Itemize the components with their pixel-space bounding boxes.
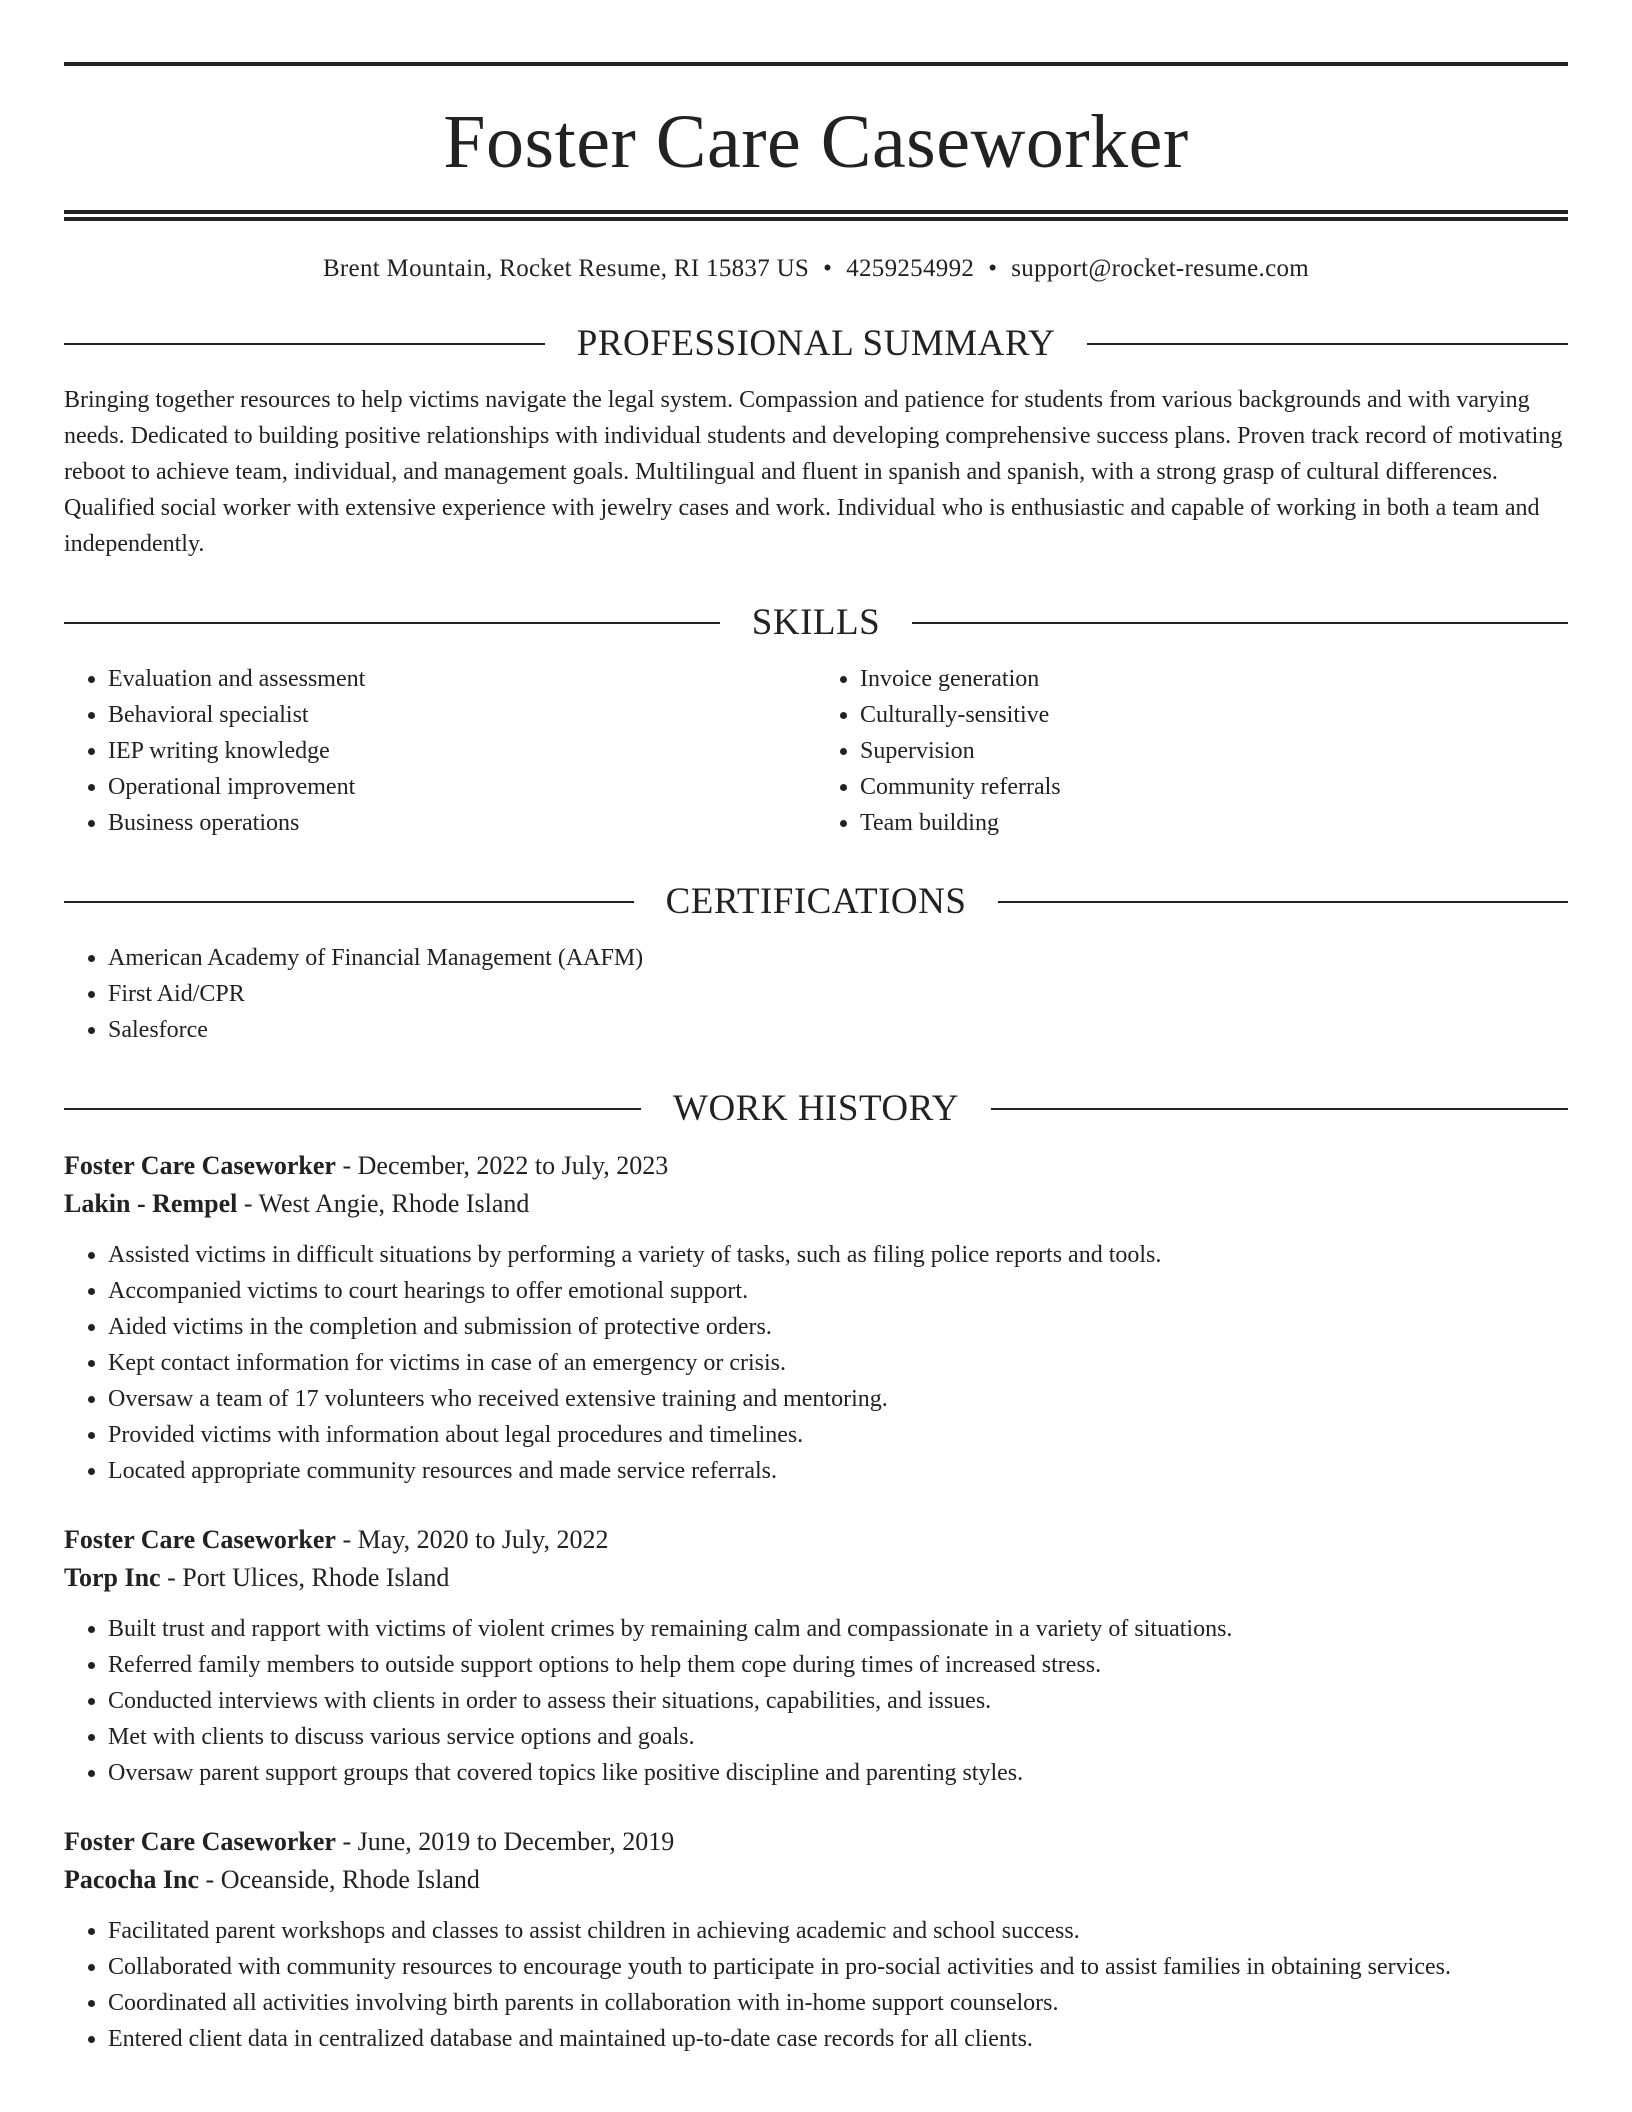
job-company-line: Torp Inc - Port Ulices, Rhode Island [64, 1563, 450, 1592]
contact-separator: • [988, 255, 998, 282]
job-bullet: • Entered client data in centralized database and maintained up-to-date case records for all clients. [108, 2021, 1568, 2057]
job-bullet: • Conducted interviews with clients in order to assess their situations, capabilities, and issues. [108, 1683, 1568, 1719]
contact-separator: • [823, 255, 833, 282]
certification-item: • First Aid/CPR [108, 976, 1568, 1012]
job-bullet: • Coordinated all activities involving birth parents in collaboration with in-home support counselors. [108, 1985, 1568, 2021]
job-bullet: • Kept contact information for victims in case of an emergency or crisis. [108, 1345, 1568, 1381]
skill-item: • Community referrals [860, 769, 1568, 805]
job-bullet: • Provided victims with information about legal procedures and timelines. [108, 1417, 1568, 1453]
job-bullet: • Referred family members to outside support options to help them cope during times of increased stress. [108, 1647, 1568, 1683]
section-header-summary [64, 325, 1568, 362]
job-location: Oceanside, Rhode Island [220, 1865, 480, 1894]
job-location: Port Ulices, Rhode Island [182, 1563, 450, 1592]
job-bullet: • Located appropriate community resources and made service referrals. [108, 1453, 1568, 1489]
contact-address: Brent Mountain, Rocket Resume, RI 15837 US [322, 255, 810, 282]
skill-item: • Operational improvement [108, 769, 816, 805]
skill-item: • Invoice generation [860, 661, 1568, 697]
section-rule [64, 343, 545, 345]
section-title-work: WORK HISTORY [673, 1088, 959, 1129]
section-rule [64, 1108, 641, 1110]
job-dates: December, 2022 to July, 2023 [357, 1151, 669, 1180]
contact-phone: 4259254992 [846, 255, 975, 282]
job-company-line: Pacocha Inc - Oceanside, Rhode Island [64, 1865, 480, 1894]
job-entry [64, 1521, 1568, 1791]
job-bullets [64, 1237, 1568, 1489]
job-title: Foster Care Caseworker [64, 1525, 336, 1554]
section-title-summary: PROFESSIONAL SUMMARY [576, 323, 1056, 364]
skill-item: • Team building [860, 805, 1568, 841]
job-bullet: • Accompanied victims to court hearings to offer emotional support. [108, 1273, 1568, 1309]
job-location: West Angie, Rhode Island [258, 1189, 530, 1218]
job-bullet: • Met with clients to discuss various service options and goals. [108, 1719, 1568, 1755]
summary-text: Bringing together resources to help victims navigate the legal system. Compassion and patience for students from various backgrounds and with varying needs. Dedicated to building positive relationships with individual students and developing comprehensive success plans. Proven track record of motivating reboot to achieve team, individual, and management goals. Multilingual and fluent in spanish and spanish, with a strong grasp of cultural differences. Qualified social worker with extensive experience with jewelry cases and work. Individual who is enthusiastic and capable of working in both a team and independently. [64, 387, 1563, 557]
section-header-work [64, 1090, 1568, 1127]
skill-item: • Supervision [860, 733, 1568, 769]
job-bullet: • Oversaw parent support groups that covered topics like positive discipline and parenting styles. [108, 1755, 1568, 1791]
job-company: Lakin - Rempel [64, 1189, 238, 1218]
contact-email: support@rocket-resume.com [1011, 255, 1310, 282]
certifications-list [64, 940, 1568, 1048]
section-rule [64, 901, 634, 903]
job-bullet: • Built trust and rapport with victims of violent crimes by remaining calm and compassionate in a variety of situations. [108, 1611, 1568, 1647]
section-rule [998, 901, 1568, 903]
job-title: Foster Care Caseworker [64, 1827, 336, 1856]
section-rule [1087, 343, 1568, 345]
job-title-line: Foster Care Caseworker - December, 2022 to July, 2023 [64, 1151, 669, 1180]
section-title-certifications: CERTIFICATIONS [665, 881, 967, 922]
section-rule [64, 622, 720, 624]
section-header-certifications [64, 883, 1568, 920]
job-title-line: Foster Care Caseworker - June, 2019 to December, 2019 [64, 1827, 675, 1856]
skill-item: • IEP writing knowledge [108, 733, 816, 769]
job-title-line: Foster Care Caseworker - May, 2020 to July, 2022 [64, 1525, 609, 1554]
section-header-skills [64, 604, 1568, 641]
job-dates: June, 2019 to December, 2019 [357, 1827, 675, 1856]
job-bullet: • Collaborated with community resources to encourage youth to participate in pro-social activities and to assist families in obtaining services. [108, 1949, 1568, 1985]
job-company-line: Lakin - Rempel - West Angie, Rhode Island [64, 1189, 530, 1218]
job-bullets [64, 1611, 1568, 1791]
certification-item: • American Academy of Financial Management (AAFM) [108, 940, 1568, 976]
skill-item: • Culturally-sensitive [860, 697, 1568, 733]
job-entry [64, 1823, 1568, 2057]
skills-columns [64, 661, 1568, 841]
certification-item: • Salesforce [108, 1012, 1568, 1048]
job-company: Torp Inc [64, 1563, 161, 1592]
job-bullet: • Aided victims in the completion and submission of protective orders. [108, 1309, 1568, 1345]
job-company: Pacocha Inc [64, 1865, 200, 1894]
skills-list-left [64, 661, 816, 841]
header-double-rule [64, 210, 1568, 221]
skill-item: • Business operations [108, 805, 816, 841]
job-bullet: • Facilitated parent workshops and classes to assist children in achieving academic and school success. [108, 1913, 1568, 1949]
job-bullets [64, 1913, 1568, 2057]
job-dates: May, 2020 to July, 2022 [357, 1525, 609, 1554]
skill-item: • Behavioral specialist [108, 697, 816, 733]
section-title-skills: SKILLS [751, 602, 881, 643]
resume-name: Foster Care Caseworker [443, 100, 1189, 184]
skills-list-right [816, 661, 1568, 841]
skill-item: • Evaluation and assessment [108, 661, 816, 697]
job-bullet: • Assisted victims in difficult situations by performing a variety of tasks, such as filing police reports and tools. [108, 1237, 1568, 1273]
job-bullet: • Oversaw a team of 17 volunteers who received extensive training and mentoring. [108, 1381, 1568, 1417]
contact-line [64, 255, 1568, 283]
section-rule [912, 622, 1568, 624]
section-rule [991, 1108, 1568, 1110]
job-title: Foster Care Caseworker [64, 1151, 336, 1180]
job-entry [64, 1147, 1568, 1489]
